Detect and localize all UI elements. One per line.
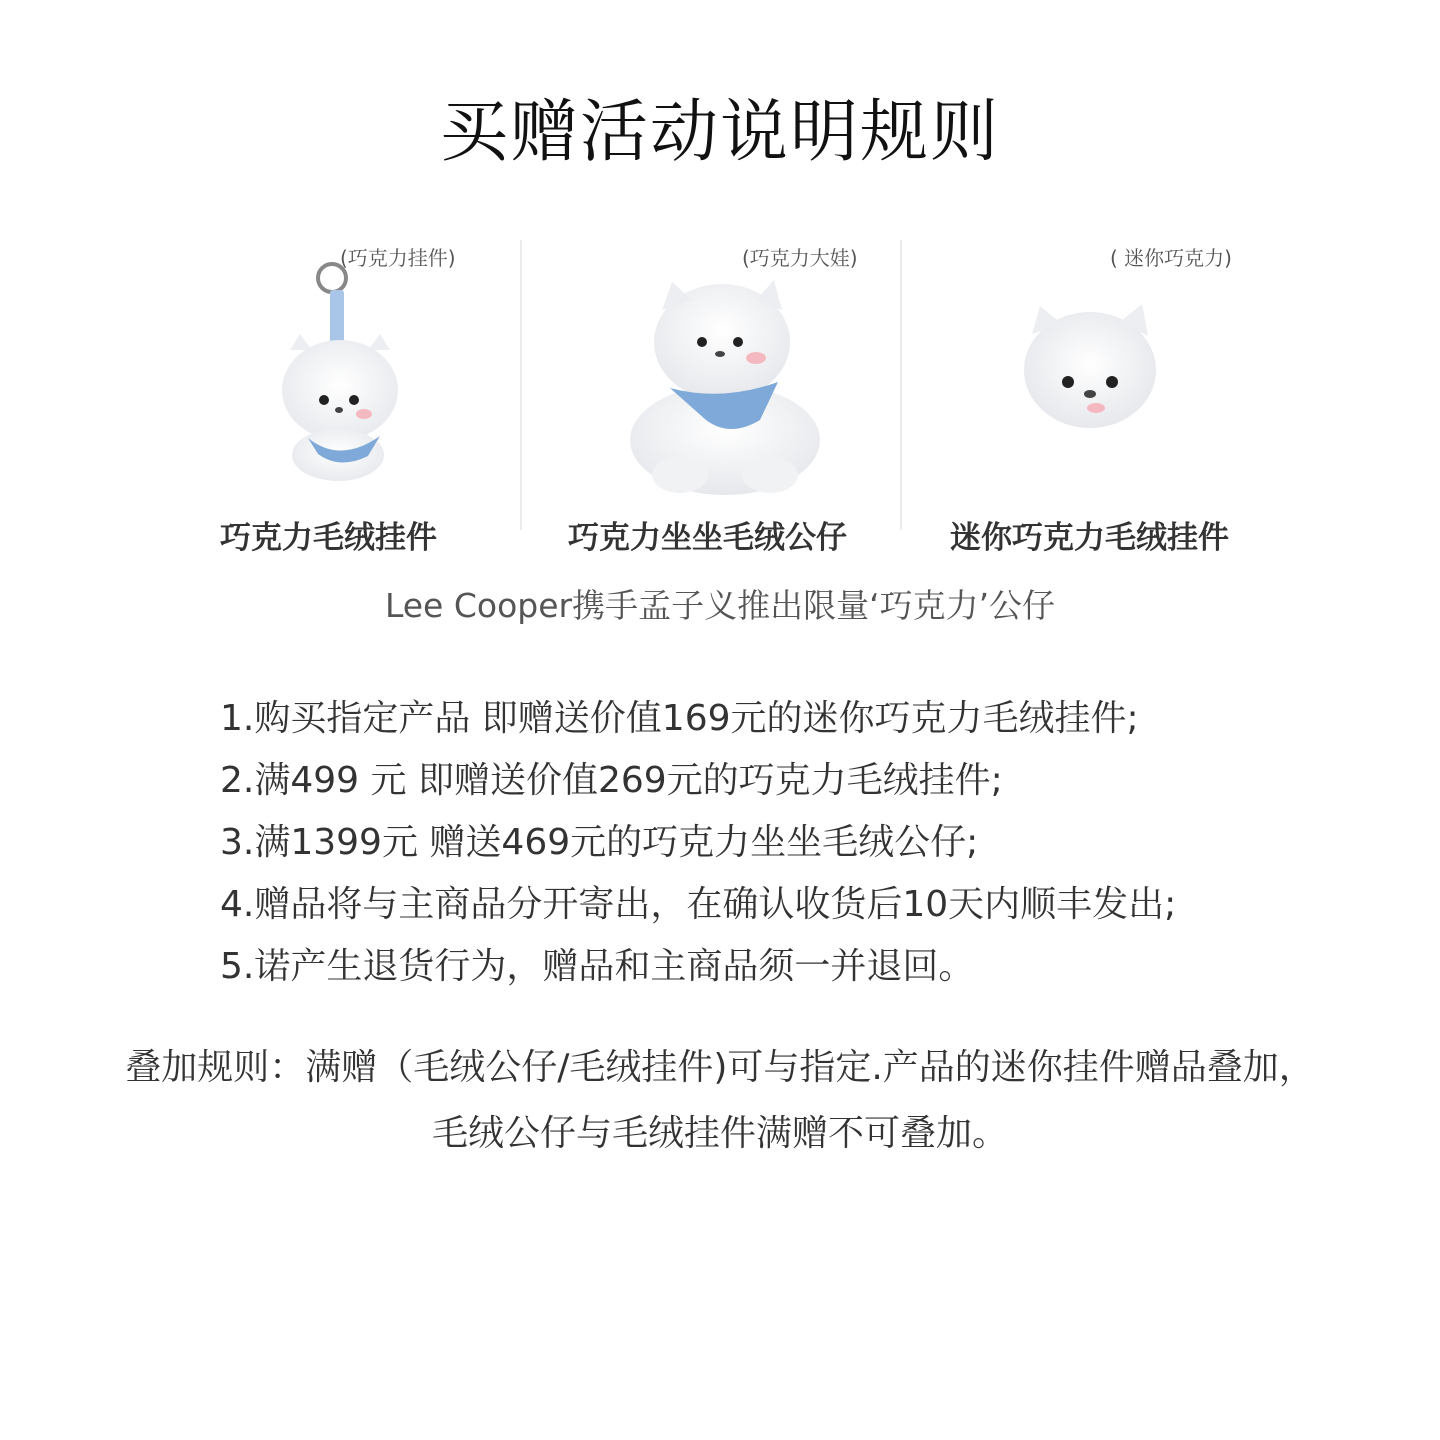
product-sitting-plush — [520, 230, 900, 560]
product-name: 巧克力毛绒挂件 — [220, 520, 437, 556]
page-title: 买赠活动说明规则 — [439, 93, 1000, 172]
product-showcase — [200, 230, 1280, 560]
stacking-rule-line: 叠加规则：满赠（毛绒公仔/毛绒挂件)可与指定.产品的迷你挂件赠品叠加， — [125, 1047, 1315, 1088]
rule-item: 3.满1399元 赠送469元的巧克力坐坐毛绒公仔; — [220, 822, 979, 863]
product-mini-keychain — [900, 230, 1280, 560]
rule-item: 5.诺产生退货行为，赠品和主商品须一并退回。 — [220, 946, 975, 987]
product-tag: ( 迷你巧克力) — [1110, 246, 1232, 270]
rule-item: 1.购买指定产品 即赠送价值169元的迷你巧克力毛绒挂件; — [220, 698, 1139, 739]
rule-item: 4.赠品将与主商品分开寄出，在确认收货后10天内顺丰发出; — [220, 884, 1177, 925]
product-name: 迷你巧克力毛绒挂件 — [950, 520, 1229, 556]
plush-mini-image — [1010, 290, 1170, 440]
rule-item: 2.满499 元 即赠送价值269元的巧克力毛绒挂件; — [220, 760, 1003, 801]
product-tag: (巧克力大娃) — [742, 246, 858, 270]
rules-list — [220, 688, 1320, 998]
plush-sitting-image — [610, 270, 840, 500]
collab-caption: Lee Cooper携手孟子义推出限量‘巧克力’公仔 — [384, 586, 1056, 625]
stacking-rule-line: 毛绒公仔与毛绒挂件满赠不可叠加。 — [431, 1113, 1008, 1154]
product-name: 巧克力坐坐毛绒公仔 — [568, 520, 847, 556]
plush-keychain-image — [260, 250, 420, 490]
stacking-rule — [0, 1035, 1440, 1167]
product-tag: (巧克力挂件) — [340, 246, 456, 270]
product-keychain — [200, 230, 520, 560]
